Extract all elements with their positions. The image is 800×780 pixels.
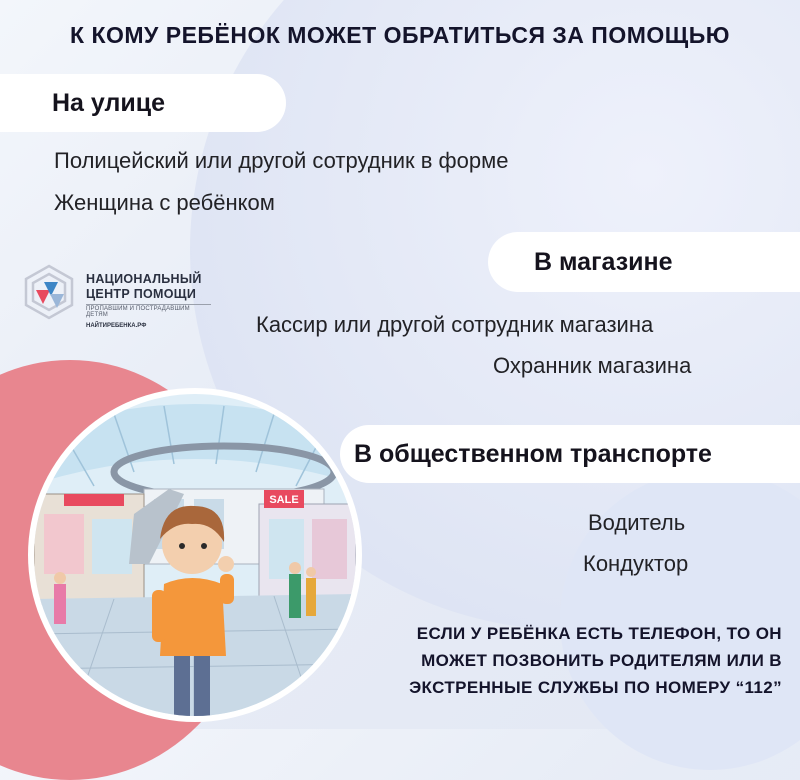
street-item-woman: Женщина с ребёнком [54,190,275,215]
logo-title-line2: ЦЕНТР ПОМОЩИ [86,287,197,301]
phone-note-line3: ЭКСТРЕННЫЕ СЛУЖБЫ ПО НОМЕРУ “112” [409,678,782,697]
transport-item-driver: Водитель [588,510,686,535]
phone-note-line2: МОЖЕТ ПОЗВОНИТЬ РОДИТЕЛЯМ ИЛИ В [421,651,782,670]
sale-sign: SALE [269,494,299,506]
logo-url: НАЙТИРЕБЕНКА.РФ [86,323,147,329]
logo [20,264,220,334]
transport-item-conductor: Кондуктор [583,551,689,576]
shop-item-guard: Охранник магазина [493,353,692,378]
logo-title-line1: НАЦИОНАЛЬНЫЙ [86,272,202,286]
logo-subtitle: ПРОПАВШИМ И ПОСТРАДАВШИМ ДЕТЯМ [86,304,211,318]
shopping-mall-illustration [34,394,356,716]
hexagon-logo-icon [20,264,78,326]
phone-note-line1: ЕСЛИ У РЕБЁНКА ЕСТЬ ТЕЛЕФОН, ТО ОН [416,624,782,643]
street-item-police: Полицейский или другой сотрудник в форме [54,148,509,173]
section-heading-transport: В общественном транспорте [340,425,800,483]
section-heading-street: На улице [0,74,286,132]
shop-item-cashier: Кассир или другой сотрудник магазина [256,312,654,337]
section-heading-shop: В магазине [488,232,800,292]
phone-note [342,620,782,701]
page-title: К КОМУ РЕБЁНОК МОЖЕТ ОБРАТИТЬСЯ ЗА ПОМОЩЬЮ [70,22,730,48]
